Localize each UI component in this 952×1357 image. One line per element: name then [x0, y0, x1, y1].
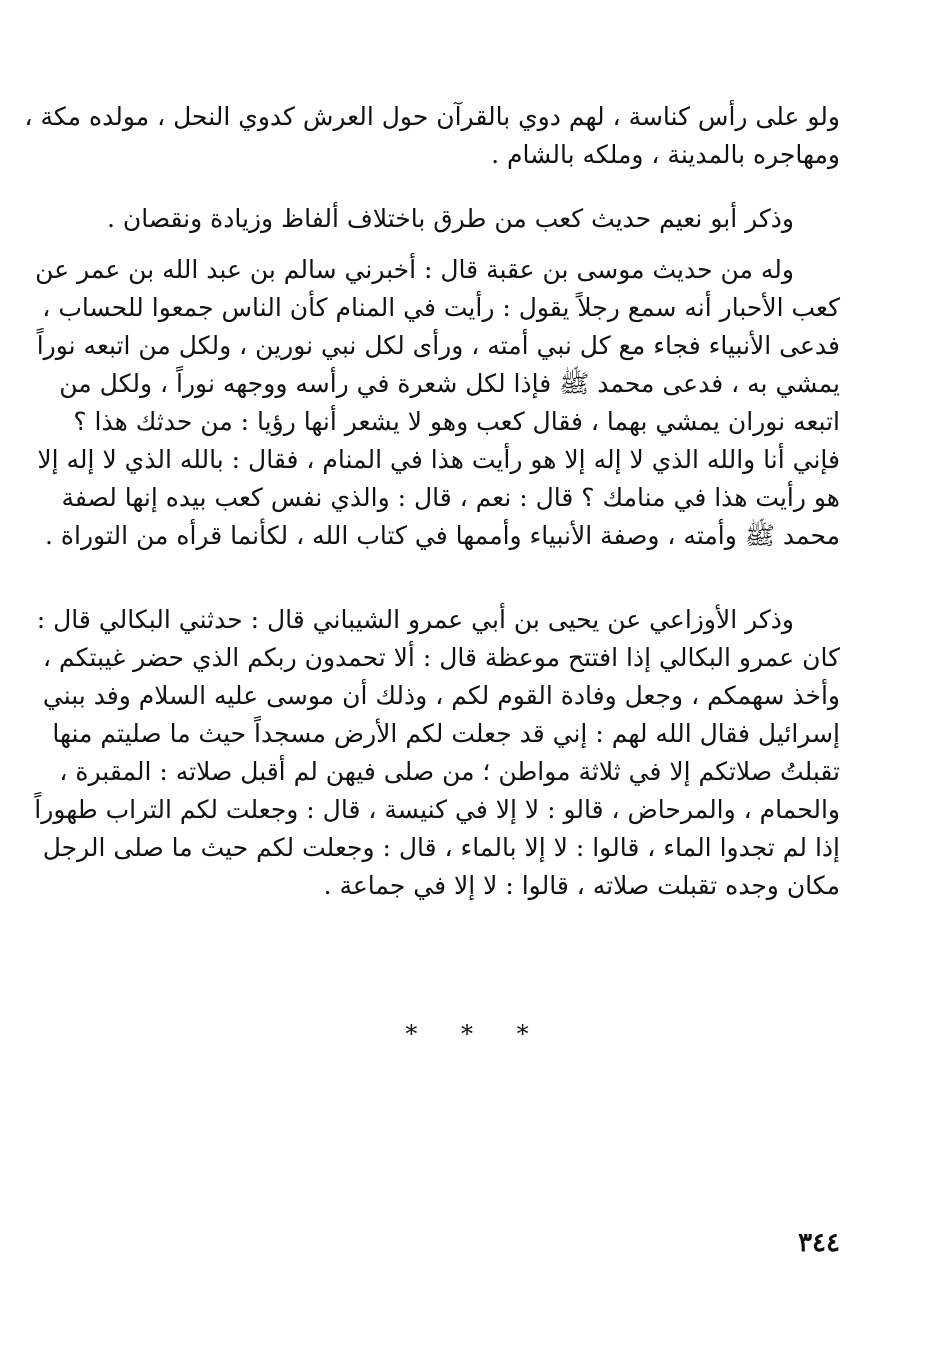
text-line: هو رأيت هذا في منامك ؟ قال : نعم ، قال : والذي نفس كعب بيده إنها لصفة	[61, 483, 840, 512]
text-line: محمد ﷺ وأمته ، وصفة الأنبياء وأممها في كتاب الله ، لكأنما قرأه من التوراة .	[45, 521, 840, 550]
text-line: كان عمرو البكالي إذا افتتح موعظة قال : ألا تحمدون ربكم الذي حضر غيبتكم ،	[43, 643, 840, 672]
text-line: تقبلتُ صلاتكم إلا في ثلاثة مواطن ؛ من صلى فيهن لم أقبل صلاته : المقبرة ،	[59, 757, 840, 786]
text-line: ولو على رأس كناسة ، لهم دوي بالقرآن حول العرش كدوي النحل ، مولده مكة ،	[24, 102, 840, 131]
paragraph-2	[106, 200, 840, 238]
text-line: اتبعه نوران يمشي بهما ، فقال كعب وهو لا يشعر أنها رؤيا : من حدثك هذا ؟	[73, 407, 840, 436]
text-line: وله من حديث موسى بن عقبة قال : أخبرني سالم بن عبد الله بن عمر عن	[35, 255, 794, 284]
text-line: وذكر أبو نعيم حديث كعب من طرق باختلاف ألفاظ وزيادة ونقصان .	[106, 204, 794, 233]
text-line: إذا لم تجدوا الماء ، قالوا : لا إلا بالماء ، قال : وجعلت لكم حيث ما صلى الرجل	[42, 833, 840, 862]
text-line: وأخذ سهمكم ، وجعل وفادة القوم لكم ، وذلك أن موسى عليه السلام وفد ببني	[42, 681, 840, 710]
text-line: وذكر الأوزاعي عن يحيى بن أبي عمرو الشيباني قال : حدثني البكالي قال :	[36, 605, 794, 634]
paragraph-4	[34, 601, 840, 905]
text-line: والحمام ، والمرحاض ، قالو : لا إلا في كنيسة ، قال : وجعلت لكم التراب طهوراً	[34, 795, 840, 824]
text-line: كعب الأحبار أنه سمع رجلاً يقول : رأيت في المنام كأن الناس جمعوا للحساب ،	[42, 293, 840, 322]
text-line: فإني أنا والله الذي لا إله إلا هو رأيت هذا في المنام ، فقال : بالله الذي لا إله إلا	[37, 445, 840, 474]
paragraph-1	[24, 98, 840, 174]
text-line: ومهاجره بالمدينة ، وملكه بالشام .	[491, 140, 840, 169]
text-line: فدعى الأنبياء فجاء مع كل نبي أمته ، ورأى لكل نبي نورين ، ولكل من اتبعه نوراً	[36, 331, 840, 360]
text-line: يمشي به ، فدعى محمد ﷺ فإذا لكل شعرة في رأسه ووجهه نوراً ، ولكل من	[59, 369, 840, 398]
text-line: إسرائيل فقال الله لهم : إني قد جعلت لكم الأرض مسجداً حيث ما صليتم منها	[52, 719, 840, 748]
page-number: ٣٤٤	[798, 1228, 840, 1258]
section-separator: * * *	[405, 1020, 547, 1048]
paragraph-3	[35, 251, 840, 555]
text-line: مكان وجده تقبلت صلاته ، قالوا : لا إلا في جماعة .	[323, 871, 840, 900]
